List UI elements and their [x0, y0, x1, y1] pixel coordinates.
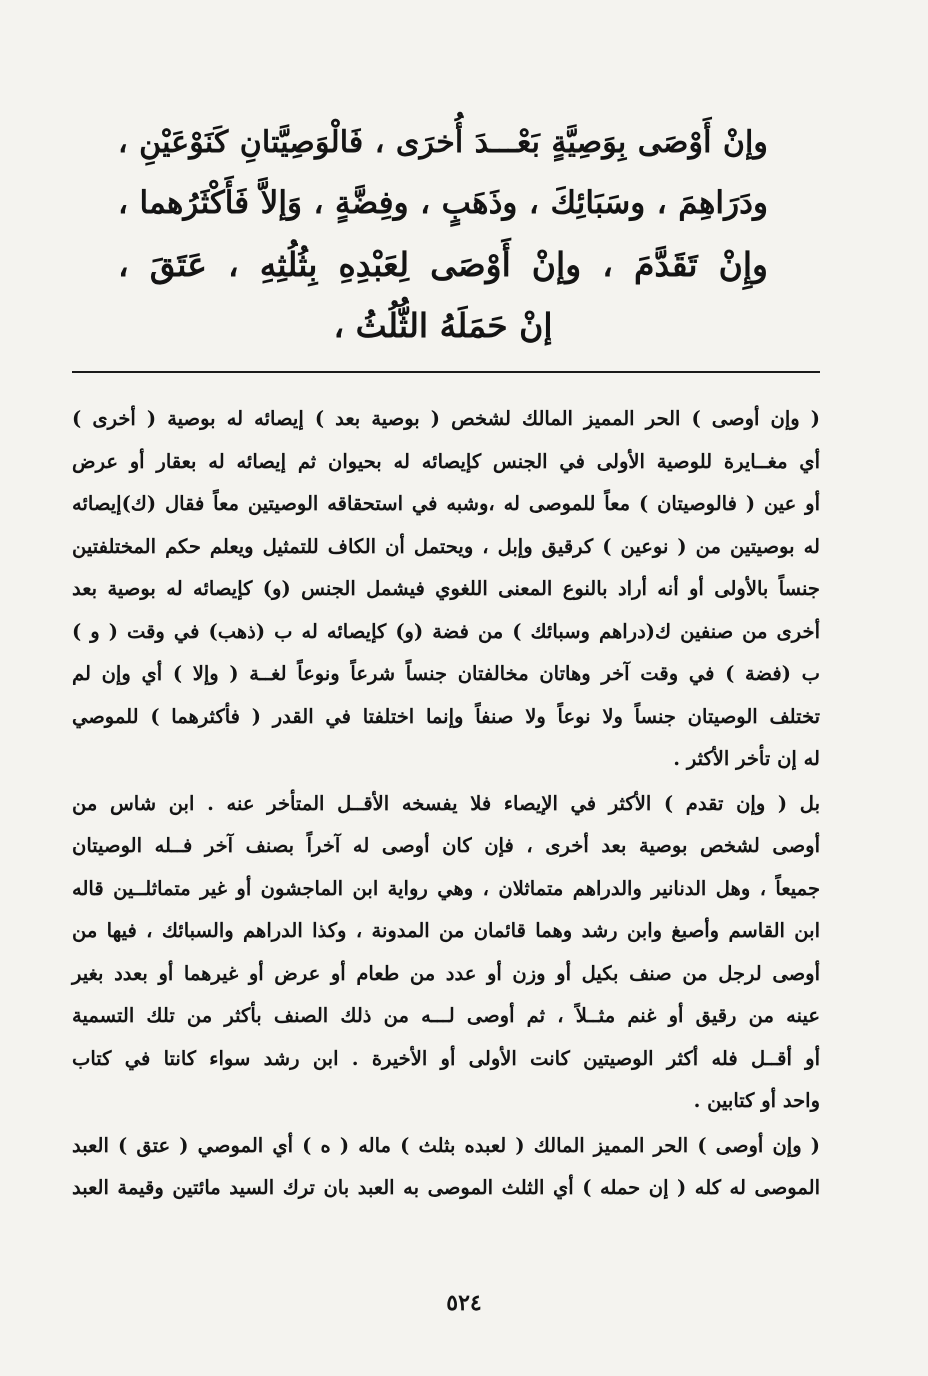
- main-text-line: ودَرَاهِمَ ، وسَبَائِكَ ، وذَهَبٍ ، وفِضَّةٍ ، وَإلاَّ فَأَكْثَرُهما ،: [118, 185, 768, 221]
- main-text-line: وإنْ أَوْصَى بِوَصِيَّةٍ بَعْـــدَ أُخرَى ، فَالْوَصِيَّتانِ كَنَوْعَيْنِ ،: [118, 125, 768, 160]
- commentary-line: جنساً بالأولى أو أنه أراد بالنوع المعنى اللغوي فيشمل الجنس (و) كإيصائه له بوصية بعد: [72, 577, 820, 600]
- commentary: [72, 398, 820, 1210]
- commentary-paragraph: [72, 398, 820, 781]
- commentary-line: أي مغــايرة للوصية الأولى في الجنس كإيصائه له بحيوان ثم إيصائه له بعقار أو عرض: [72, 449, 820, 473]
- commentary-paragraph: [72, 1125, 820, 1210]
- main-text-line: إنْ حَمَلَهُ الثُّلُثُ ،: [333, 306, 553, 345]
- commentary-line: بل ( وإن تقدم ) الأكثر في الإيصاء فلا يفسخه الأقــل المتأخر عنه . ابن شاس من: [72, 791, 820, 815]
- commentary-line: ب (فضة ) في وقت آخر وهاتان مخالفتان جنساً شرعاً ونوعاً لغــة ( وإلا ) أي وإن لم: [72, 662, 820, 685]
- commentary-line: تختلف الوصيتان جنساً ولا نوعاً ولا صنفاً وإنما اختلفتا في القدر ( فأكثرهما ) للموصي: [72, 704, 820, 728]
- separator-rule: [72, 371, 820, 373]
- commentary-line: أوصى لشخص بوصية بعد أخرى ، فإن كان أوصى له آخراً بصنف آخر فــله الوصيتان: [72, 834, 820, 857]
- commentary-line: له إن تأخر الأكثر .: [673, 747, 820, 770]
- commentary-line: أخرى من صنفين ك(دراهم وسبائك ) من فضة (و) كإيصائه له ب (ذهب) في وقت ( و ): [72, 619, 820, 643]
- main-text: [118, 112, 768, 356]
- commentary-line: أو أقــل فله أكثر الوصيتين كانت الأولى أو الأخيرة . ابن رشد سواء كانتا في كتاب: [72, 1046, 820, 1070]
- commentary-line: عينه من رقيق أو غنم مثــلاً ، ثم أوصى لـــه من ذلك الصنف بأكثر من تلك التسمية: [72, 1004, 820, 1027]
- commentary-line: واحد أو كتابين .: [693, 1089, 820, 1112]
- commentary-line: ( وإن أوصى ) الحر المميز المالك ( لعبده بثلث ) ماله ( ه ) أي الموصي ( عتق ) العبد: [72, 1133, 820, 1157]
- page-number: ٥٢٤: [446, 1290, 482, 1316]
- main-text-line: وإِنْ تَقَدَّمَ ، وإنْ أَوْصَى لِعَبْدِهِ بِثُلُثِهِ ، عَتَقَ ،: [118, 245, 768, 284]
- commentary-paragraph: [72, 783, 820, 1123]
- commentary-line: له بوصيتين من ( نوعين ) كرقيق وإبل ، ويحتمل أن الكاف للتمثيل ويعلم حكم المختلفتين: [72, 534, 820, 558]
- commentary-line: ( وإن أوصى ) الحر المميز المالك لشخص ( بوصية بعد ) إيصائه له بوصية ( أخرى ): [72, 407, 820, 430]
- commentary-line: أوصى لرجل من صنف بكيل أو وزن أو عدد من طعام أو عرض أو غيرهما أو بعدد بغير: [72, 961, 820, 985]
- commentary-line: جميعاً ، وهل الدنانير والدراهم متماثلان ، وهي رواية ابن الماجشون أو غير متماثلــين قاله: [72, 876, 820, 900]
- commentary-line: ابن القاسم وأصبغ وابن رشد وهما قائمان من المدونة ، وكذا الدراهم والسبائك ، فيها من: [72, 919, 820, 942]
- commentary-line: الموصى له كله ( إن حمله ) أي الثلث الموصى به العبد بان ترك السيد مائتين وقيمة العبد: [72, 1176, 820, 1199]
- commentary-line: أو عين ( فالوصيتان ) معاً للموصى له ،وشبه في استحقاقه الوصيتين معاً فقال (ك)إيصائه: [72, 492, 820, 515]
